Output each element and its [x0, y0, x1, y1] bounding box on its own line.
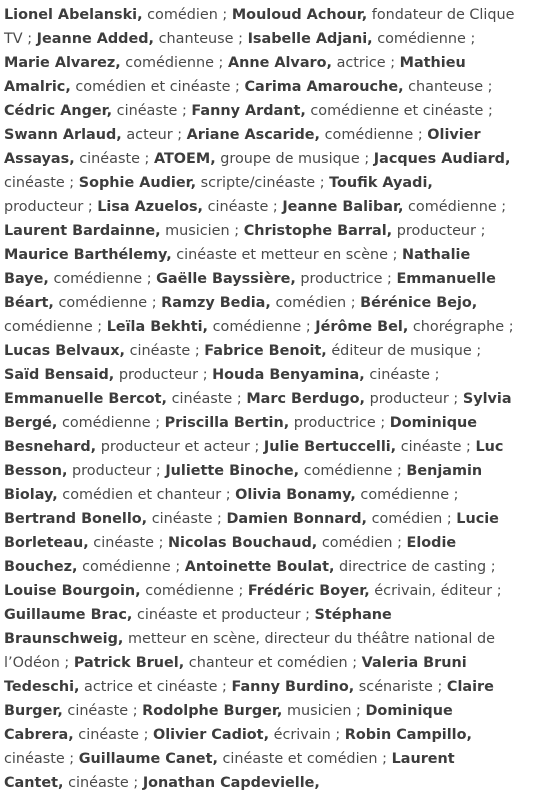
separator: ; [350, 295, 356, 311]
signatory-name: Stéphane Braunschweig, [4, 607, 392, 647]
signatory-name: Bérénice Bejo, [360, 295, 478, 311]
separator: ; [177, 127, 183, 143]
signatory-name: Claire Burger, [4, 679, 494, 719]
signatory-entry [4, 103, 187, 119]
signatory-entry [4, 247, 397, 263]
separator: ; [453, 487, 459, 503]
signatory-entry [153, 727, 340, 743]
signatory-entry [156, 271, 392, 287]
signatory-name: Jeanne Added, [36, 31, 155, 47]
signatory-role: actrice et cinéaste [84, 679, 218, 695]
signatory-role: producteur [72, 463, 152, 479]
signatory-name: Lisa Azuelos, [97, 199, 204, 215]
signatory-name: Antoinette Boulat, [184, 559, 335, 575]
separator: ; [254, 439, 260, 455]
signatory-entry [226, 511, 451, 527]
signatory-name: Laurent Bardainne, [4, 223, 161, 239]
signatory-entry [154, 151, 369, 167]
signatory-role: cinéaste et metteur en scène [176, 247, 389, 263]
separator: ; [143, 727, 149, 743]
separator: ; [508, 319, 514, 335]
separator: ; [234, 223, 240, 239]
separator: ; [352, 655, 358, 671]
separator: ; [155, 463, 161, 479]
signatory-role: comédienne et cinéaste [310, 103, 484, 119]
signatory-role: musicien [165, 223, 230, 239]
signatory-role: cinéaste et producteur [136, 607, 301, 623]
signatory-entry [4, 127, 182, 143]
separator: ; [382, 751, 387, 767]
signatory-entry [74, 655, 357, 671]
signatory-name: Marc Berdugo, [246, 391, 366, 407]
signatory-name: Juliette Binoche, [165, 463, 300, 479]
signatory-entry [97, 199, 277, 215]
signatory-name: Olivia Bonamy, [235, 487, 356, 503]
signatory-role: comédienne [360, 487, 450, 503]
signatory-entry [143, 775, 320, 791]
signatory-role: chanteur et comédien [188, 655, 348, 671]
signatory-name: Jonathan Capdevielle, [142, 775, 320, 791]
separator: ; [69, 175, 75, 191]
signatory-role: écrivain [273, 727, 331, 743]
signatory-name: Elodie Bouchez, [4, 535, 457, 575]
signatory-role: cinéaste [369, 367, 431, 383]
separator: ; [144, 151, 150, 167]
separator: ; [235, 79, 240, 95]
signatory-name: Gaëlle Bayssière, [156, 271, 296, 287]
signatory-role: producteur [4, 199, 84, 215]
separator: ; [222, 679, 227, 695]
signatory-entry [168, 535, 402, 551]
signatory-entry [165, 463, 401, 479]
separator: ; [151, 295, 157, 311]
separator: ; [390, 55, 396, 71]
separator: ; [27, 31, 33, 47]
separator: ; [396, 463, 402, 479]
separator: ; [69, 751, 75, 767]
separator: ; [446, 511, 452, 527]
signatory-entry [107, 319, 311, 335]
signatory-entry [231, 679, 442, 695]
signatory-entry [4, 223, 239, 239]
signatory-name: Jérôme Bel, [315, 319, 409, 335]
signatory-name: Toufik Ayadi, [329, 175, 433, 191]
signatory-name: Jacques Audiard, [373, 151, 511, 167]
separator: ; [64, 655, 70, 671]
signatory-name: Isabelle Adjani, [247, 31, 373, 47]
signatory-role: cinéaste [67, 703, 129, 719]
separator: ; [132, 703, 138, 719]
separator: ; [380, 415, 386, 431]
signatory-entry [161, 295, 355, 311]
signatory-entry [187, 127, 423, 143]
signatory-entry [264, 439, 471, 455]
signatory-role: cinéaste [93, 535, 154, 551]
signatory-name: Fanny Ardant, [191, 103, 306, 119]
signatory-entry [4, 367, 208, 383]
signatory-role: comédienne [4, 319, 93, 335]
signatory-name: Jeanne Balibar, [282, 199, 404, 215]
signatory-entry [315, 319, 513, 335]
signatory-name: Lucas Belvaux, [4, 343, 125, 359]
signatory-name: Emmanuelle Bercot, [4, 391, 168, 407]
separator: ; [490, 559, 496, 575]
signatory-name: Valeria Bruni Tedeschi, [4, 655, 467, 695]
signatory-entry [4, 607, 310, 623]
signatory-entry [79, 175, 325, 191]
separator: ; [225, 487, 231, 503]
separator: ; [194, 343, 200, 359]
signatory-name: Fabrice Benoit, [204, 343, 327, 359]
separator: ; [238, 583, 244, 599]
signatory-role: comédienne [145, 583, 234, 599]
signatory-entry [79, 751, 387, 767]
separator: ; [181, 103, 187, 119]
signatory-role: chanteuse [408, 79, 484, 95]
signatory-name: Christophe Barral, [243, 223, 393, 239]
signatory-name: Houda Benyamina, [212, 367, 365, 383]
signatory-entry [37, 31, 243, 47]
separator: ; [133, 775, 139, 791]
signatory-role: cinéaste [207, 199, 269, 215]
separator: ; [496, 583, 502, 599]
signatory-entry [204, 343, 481, 359]
signatory-name: Lionel Abelanski, [4, 7, 143, 23]
signatory-role: cinéaste [4, 175, 65, 191]
separator: ; [146, 271, 152, 287]
signatory-role: cinéaste [171, 391, 233, 407]
separator: ; [305, 319, 311, 335]
signatory-role: productrice [300, 271, 383, 287]
signatory-name: Sophie Audier, [78, 175, 197, 191]
signatory-name: Julie Bertuccelli, [263, 439, 397, 455]
signatory-entry [4, 391, 242, 407]
signatory-entry [165, 415, 386, 431]
separator: ; [238, 31, 243, 47]
signatory-role: cinéaste [78, 727, 139, 743]
signatory-name: Dominique Cabrera, [4, 703, 453, 743]
signatory-name: Marie Alvarez, [4, 55, 121, 71]
separator: ; [97, 319, 103, 335]
signatory-role: productrice [293, 415, 376, 431]
signatory-name: Fanny Burdino, [231, 679, 355, 695]
signatory-role: cinéaste [68, 775, 129, 791]
signatory-role: acteur [126, 127, 173, 143]
separator: ; [158, 535, 164, 551]
separator: ; [272, 199, 278, 215]
separator: ; [466, 439, 471, 455]
signatory-role: comédien et chanteur [62, 487, 222, 503]
separator: ; [175, 559, 181, 575]
separator: ; [87, 199, 93, 215]
signatory-role: cinéaste [151, 511, 213, 527]
signatory-entry [4, 7, 227, 23]
signatory-name: Bertrand Bonello, [4, 511, 148, 527]
signatory-entry [282, 199, 506, 215]
signatory-name: Maurice Barthélemy, [4, 247, 172, 263]
separator: ; [437, 679, 443, 695]
separator: ; [236, 391, 242, 407]
signatory-role: producteur [369, 391, 449, 407]
signatory-role: comédienne [377, 31, 466, 47]
separator: ; [487, 103, 493, 119]
signatory-role: scripte/cinéaste [200, 175, 316, 191]
signatory-role: comédienne [58, 295, 148, 311]
signatory-name: Lucie Borleteau, [4, 511, 499, 551]
signatory-role: directrice de casting [339, 559, 487, 575]
separator: ; [222, 7, 228, 23]
signatory-name: Nathalie Baye, [4, 247, 471, 287]
signatory-name: Dominique Besnehard, [4, 415, 478, 455]
separator: ; [434, 367, 440, 383]
signatory-name: Priscilla Bertin, [164, 415, 290, 431]
signatory-name: Swann Arlaud, [4, 127, 122, 143]
signatory-role: producteur [118, 367, 199, 383]
signatory-role: comédienne [82, 559, 171, 575]
signatory-entry [191, 103, 492, 119]
signatory-name: ATOEM, [153, 151, 216, 167]
signatory-name: Benjamin Biolay, [4, 463, 483, 503]
separator: ; [218, 55, 224, 71]
signatory-role: cinéaste [129, 343, 191, 359]
separator: ; [356, 703, 361, 719]
signatory-name: Olivier Assayas, [4, 127, 481, 167]
signatory-role: écrivain, éditeur [374, 583, 493, 599]
signatory-entry [228, 55, 395, 71]
signatories-article [4, 3, 516, 795]
signatory-role: comédien et cinéaste [75, 79, 231, 95]
separator: ; [501, 199, 507, 215]
separator: ; [319, 175, 325, 191]
signatory-entry [246, 391, 458, 407]
signatory-name: Carima Amarouche, [244, 79, 404, 95]
separator: ; [217, 511, 222, 527]
signatory-role: comédien [321, 535, 393, 551]
signatory-role: musicien [286, 703, 352, 719]
signatory-name: Frédéric Boyer, [247, 583, 370, 599]
signatory-name: Anne Alvaro, [227, 55, 332, 71]
signatory-role: groupe de musique [220, 151, 360, 167]
signatory-role: comédienne [408, 199, 497, 215]
signatory-name: Louise Bourgoin, [4, 583, 141, 599]
signatory-role: fondateur de Clique TV [4, 7, 515, 47]
separator: ; [364, 151, 370, 167]
signatory-role: producteur [396, 223, 476, 239]
signatory-name: Mouloud Achour, [231, 7, 368, 23]
separator: ; [476, 343, 482, 359]
separator: ; [470, 31, 476, 47]
signatory-role: comédien [275, 295, 347, 311]
signatory-role: chorégraphe [412, 319, 505, 335]
signatory-name: Emmanuelle Béart, [4, 271, 496, 311]
signatory-name: Ariane Ascaride, [186, 127, 321, 143]
signatory-name: Mathieu Amalric, [4, 55, 466, 95]
separator: ; [392, 247, 398, 263]
signatory-name: Sylvia Bergé, [4, 391, 512, 431]
signatory-role: comédienne [324, 127, 414, 143]
signatory-role: comédienne [303, 463, 393, 479]
signatory-role: chanteuse [158, 31, 234, 47]
signatory-entry [4, 511, 222, 527]
separator: ; [202, 367, 208, 383]
signatory-role: producteur et acteur [100, 439, 250, 455]
signatory-entry [4, 583, 243, 599]
signatory-name: Damien Bonnard, [226, 511, 367, 527]
signatory-role: comédien [371, 511, 443, 527]
signatory-name: Olivier Cadiot, [153, 727, 270, 743]
separator: ; [305, 607, 310, 623]
signatory-role: cinéaste et comédien [222, 751, 378, 767]
signatory-name: Guillaume Canet, [78, 751, 218, 767]
signatory-name: Rodolphe Burger, [142, 703, 283, 719]
signatory-name: Leïla Bekhti, [106, 319, 209, 335]
signatory-entry [244, 223, 486, 239]
signatory-role: cinéaste [116, 103, 178, 119]
signatory-name: Luc Besson, [4, 439, 504, 479]
signatory-name: Robin Campillo, [344, 727, 472, 743]
signatory-name: Ramzy Bedia, [161, 295, 271, 311]
signatory-role: comédien [147, 7, 218, 23]
signatory-name: Laurent Cantet, [4, 751, 455, 791]
signatory-role: cinéaste [400, 439, 462, 455]
signatory-role: metteur en scène, directeur du théâtre national de l’Odéon [4, 631, 495, 671]
signatory-entry [4, 343, 200, 359]
signatory-role: comédienne [212, 319, 302, 335]
signatory-entry [142, 703, 361, 719]
separator: ; [155, 415, 161, 431]
separator: ; [453, 391, 459, 407]
signatory-role: comédienne [53, 271, 143, 287]
signatory-role: scénariste [358, 679, 433, 695]
separator: ; [387, 271, 392, 287]
separator: ; [417, 127, 423, 143]
signatory-entry [212, 367, 439, 383]
signatory-name: Guillaume Brac, [4, 607, 133, 623]
signatory-entry [185, 559, 496, 575]
signatories-paragraph [4, 3, 516, 795]
signatory-name: Patrick Bruel, [73, 655, 185, 671]
separator: ; [397, 535, 402, 551]
separator: ; [480, 223, 486, 239]
signatory-name: Saïd Bensaid, [4, 367, 115, 383]
signatory-entry [244, 79, 492, 95]
signatory-name: Cédric Anger, [4, 103, 113, 119]
signatory-role: comédienne [125, 55, 214, 71]
signatory-role: actrice [336, 55, 386, 71]
signatory-entry [248, 583, 502, 599]
signatory-entry [248, 31, 476, 47]
separator: ; [487, 79, 493, 95]
signatory-role: cinéaste [4, 751, 65, 767]
signatory-role: éditeur de musique [331, 343, 472, 359]
signatory-entry [4, 55, 223, 71]
signatory-role: comédienne [61, 415, 151, 431]
separator: ; [335, 727, 341, 743]
signatory-entry [235, 487, 458, 503]
signatory-name: Nicolas Bouchaud, [168, 535, 318, 551]
signatory-role: cinéaste [79, 151, 140, 167]
